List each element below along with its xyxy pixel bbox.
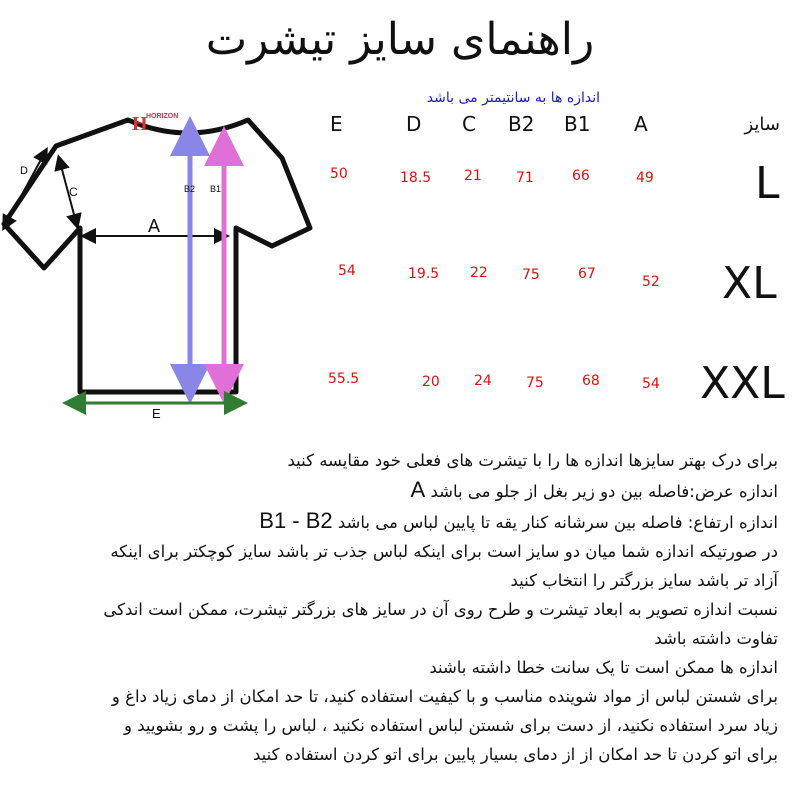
description-line: اندازه عرض:فاصله بین دو زیر بغل از جلو می باشد A xyxy=(410,477,778,502)
label-d: D xyxy=(20,165,28,177)
value-cell: 18.5 xyxy=(400,170,432,186)
description-line: تفاوت داشته باشد xyxy=(654,629,778,648)
value-cell: 52 xyxy=(642,274,660,290)
value-cell: 68 xyxy=(582,373,600,389)
label-b1: B1 xyxy=(210,184,222,194)
label-c: C xyxy=(69,185,78,199)
value-cell: 49 xyxy=(636,170,654,186)
size-label-xl: XL xyxy=(722,258,777,309)
tshirt-diagram xyxy=(0,108,320,428)
description-line: نسبت اندازه تصویر به ابعاد تیشرت و طرح روی آن در سایز های بزرگتر تیشرت، ممکن است اندکی xyxy=(103,600,778,619)
value-cell: 50 xyxy=(330,166,348,182)
value-cell: 19.5 xyxy=(408,266,440,282)
page-title: راهنمای سایز تیشرت xyxy=(205,14,595,65)
description-line: در صورتیکه اندازه شما میان دو سایز است برای اینکه لباس جذب تر باشد سایز کوچکتر برای اینکه xyxy=(110,542,778,561)
value-cell: 24 xyxy=(474,373,492,389)
col-header-a: A xyxy=(634,112,648,136)
value-cell: 75 xyxy=(526,375,544,391)
col-header-d: D xyxy=(406,112,422,136)
col-header-c: C xyxy=(462,112,476,136)
size-label-l: L xyxy=(755,158,780,209)
col-header-size: سایز xyxy=(744,114,780,135)
value-cell: 20 xyxy=(422,374,440,390)
size-label-xxl: XXL xyxy=(700,358,785,409)
size-guide-description xyxy=(8,446,778,769)
description-line: برای درک بهتر سایزها اندازه ها را با تیشرت های فعلی خود مقایسه کنید xyxy=(287,451,778,470)
svg-text:HORIZON: HORIZON xyxy=(146,113,179,120)
value-cell: 22 xyxy=(470,265,488,281)
description-line: برای شستن لباس از مواد شوینده مناسب و با کیفیت استفاده کنید، تا حد امکان از دمای زیاد داغ و xyxy=(111,687,778,706)
description-line: برای اتو کردن تا حد امکان از از دمای بسیار پایین برای اتو کردن استفاده کنید xyxy=(253,745,778,764)
description-line: زیاد سرد استفاده نکنید، از دست برای شستن لباس استفاده نکنید ، لباس را پشت و رو بشویید و xyxy=(124,716,778,735)
value-cell: 67 xyxy=(578,266,596,282)
value-cell: 75 xyxy=(522,267,540,283)
description-line: آزاد تر باشد سایز بزرگتر را انتخاب کنید xyxy=(510,571,778,590)
label-a: A xyxy=(148,216,161,236)
value-cell: 21 xyxy=(464,168,482,184)
col-header-e: E xyxy=(330,112,343,136)
value-cell: 55.5 xyxy=(328,371,360,387)
label-b2: B2 xyxy=(184,184,196,194)
col-header-b2: B2 xyxy=(508,112,535,136)
description-line: اندازه ارتفاع: فاصله بین سرشانه کنار یقه تا پایین لباس می باشد B1 - B2 xyxy=(259,508,778,533)
tshirt-outline xyxy=(4,120,310,392)
col-header-b1: B1 xyxy=(564,112,591,136)
value-cell: 54 xyxy=(642,376,660,392)
svg-text:H: H xyxy=(132,113,148,135)
label-e: E xyxy=(152,406,161,421)
units-note: اندازه ها به سانتیمتر می باشد xyxy=(426,90,600,106)
description-line: اندازه ها ممکن است تا یک سانت خطا داشته باشند xyxy=(429,658,778,677)
value-cell: 71 xyxy=(516,170,534,186)
value-cell: 66 xyxy=(572,168,590,184)
value-cell: 54 xyxy=(338,263,356,279)
